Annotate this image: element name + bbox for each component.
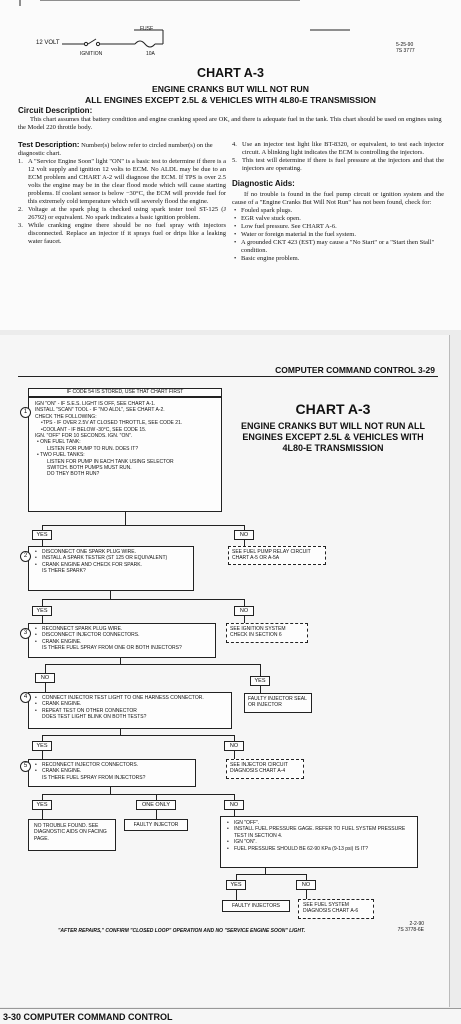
connector [42, 794, 234, 795]
flowchart-page [0, 335, 450, 1007]
pressure-line: • IGN "ON". [234, 839, 414, 845]
step4-yes-result: FAULTY INJECTOR SEAL OR INJECTOR [244, 693, 312, 713]
step3-question: IS THERE FUEL SPRAY FROM ONE OR BOTH INJECTORS? [42, 645, 182, 652]
connector [42, 616, 43, 623]
step3-line: • RECONNECT SPARK PLUG WIRE. [42, 626, 213, 632]
step1-line: IGN "ON" - IF S.E.S. LIGHT IS OFF, SEE CHART A-1. [35, 401, 156, 407]
step2-yes-label: YES [32, 606, 52, 616]
connector [260, 686, 261, 693]
connector [306, 890, 307, 899]
step2-line: • CRANK ENGINE AND CHECK FOR SPARK. [42, 562, 191, 568]
step1-line: •TPS - IF OVER 2.5V AT CLOSED THROTTLE, SEE CODE 21. [41, 420, 183, 427]
step5-one-label: ONE ONLY [136, 800, 176, 810]
pressure-line: • IGN "OFF". [234, 820, 414, 826]
aid-item: • Water or foreign material in the fuel system. [241, 231, 444, 239]
step1-box [28, 397, 222, 512]
step5-line: • RECONNECT INJECTOR CONNECTORS. [42, 762, 193, 768]
test-num: 2. [18, 206, 23, 213]
step1-line: LISTEN FOR PUMP TO RUN. DOES IT? [47, 445, 139, 452]
test-item-2 [18, 206, 226, 222]
aid-item: • Basic engine problem. [241, 255, 444, 263]
aids-heading: Diagnostic Aids: [232, 179, 295, 188]
test-item-5 [232, 157, 444, 173]
connector [234, 751, 235, 759]
wiring-diagram [0, 0, 461, 62]
step3-yes-label: YES [250, 676, 270, 686]
connector [42, 735, 234, 736]
step4-yes-label: YES [32, 741, 52, 751]
flow-title-block [230, 401, 436, 454]
aid-item: • Low fuel pressure. See CHART A-6. [241, 223, 444, 231]
flow-chart-title: CHART A-3 [295, 401, 371, 417]
step4-no-label: NO [224, 741, 244, 751]
step1-line: LISTEN FOR PUMP IN EACH TANK USING SELECTOR [47, 458, 174, 465]
connector [45, 664, 260, 665]
step3-no-label: NO [35, 673, 55, 683]
step1-no-result: SEE FUEL PUMP RELAY CIRCUIT CHART A-5 OR A-5A [228, 546, 326, 565]
step5-no-label: NO [224, 800, 244, 810]
step1-yes-label: YES [32, 530, 52, 540]
connector [110, 787, 111, 794]
test-num: 3. [18, 222, 23, 229]
aid-item: • EGR valve stuck open. [241, 215, 444, 223]
test-item-1 [18, 158, 226, 206]
bottom-header: 3-30 COMPUTER COMMAND CONTROL [3, 1012, 173, 1022]
top-subtitle-2: ALL ENGINES EXCEPT 2.5L & VEHICLES WITH 4L80-E TRANSMISSION [85, 95, 376, 105]
test-num: 5. [232, 157, 237, 164]
code54-box [28, 388, 222, 397]
step5-box [28, 759, 196, 787]
step4-box [28, 692, 232, 729]
wiring-label-12v: 12 VOLT [36, 40, 60, 46]
step1-no-label: NO [234, 530, 254, 540]
step1-line: DO THEY BOTH RUN? [47, 471, 100, 478]
aids-list [232, 207, 444, 263]
step2-line: • INSTALL A SPARK TESTER (ST 125 OR EQUIVALENT) [42, 555, 191, 561]
step4-line: • REPEAT TEST ON OTHER CONNECTOR [42, 708, 229, 714]
test-num: 1. [18, 158, 23, 165]
step4-number: 4 [20, 692, 31, 703]
step3-number: 3 [20, 628, 31, 639]
step1-line: SWITCH. BOTH PUMPS MUST RUN. [47, 465, 132, 472]
step4-question: DOES TEST LIGHT BLINK ON BOTH TESTS? [42, 714, 147, 721]
step5-yes-label: YES [32, 800, 52, 810]
circuit-heading: Circuit Description: [18, 106, 93, 115]
step2-line: • DISCONNECT ONE SPARK PLUG WIRE. [42, 549, 191, 555]
step5-number: 5 [20, 761, 31, 772]
top-stamp-code: 7S 3777 [396, 48, 415, 55]
wiring-label-ignition: IGNITION [80, 51, 103, 57]
step3-line: • DISCONNECT INJECTOR CONNECTORS. [42, 632, 213, 638]
step1-line: INSTALL "SCAN" TOOL - IF "NO ALDL", SEE CHART A-2. [35, 407, 165, 414]
step2-question: IS THERE SPARK? [42, 568, 86, 575]
flow-chart-subtitle: ENGINE CRANKS BUT WILL NOT RUN ALL ENGINES EXCEPT 2.5L & VEHICLES WITH 4L80-E TRANSMISSION [241, 421, 425, 453]
wiring-label-fuse: FUSE [140, 26, 154, 32]
aid-item: • Fouled spark plugs. [241, 207, 444, 215]
step2-number: 2 [20, 551, 31, 562]
pressure-line: • INSTALL FUEL PRESSURE GAGE. REFER TO FUEL SYSTEM PRESSURE TEST IN SECTION 4. [234, 826, 414, 839]
top-stamp [396, 42, 415, 55]
connector [156, 810, 157, 819]
top-chart-title: CHART A-3 [197, 66, 264, 80]
aids-intro: If no trouble is found in the fuel pump circuit or ignition system and the cause of a "Engine Cranks But Will Not Run" has not been found, check for: [232, 191, 444, 206]
bottom-page [0, 1008, 461, 1024]
end-no-trouble: NO TROUBLE FOUND. SEE DIAGNOSTIC AIDS ON FACING PAGE. [28, 819, 116, 851]
flow-header: COMPUTER COMMAND CONTROL 3-29 [275, 365, 435, 375]
step1-number: 1 [20, 407, 31, 418]
aid-item: • A grounded CKT 423 (EST) may cause a "No Start" or a "Start then Stall" condition. [241, 239, 444, 255]
top-stamp-date: 5-25-90 [396, 42, 414, 48]
step1-line: •COOLANT - IF BELOW -30°C, SEE CODE 15. [41, 426, 147, 433]
connector [42, 751, 43, 759]
step3-line: • CRANK ENGINE. [42, 639, 213, 645]
step3-box [28, 623, 216, 658]
connector [244, 616, 245, 623]
step4-line: • CRANK ENGINE. [42, 701, 229, 707]
final-no-result: SEE FUEL SYSTEM DIAGNOSIS CHART A-6 [298, 899, 374, 919]
step4-no-result: SEE INJECTOR CIRCUIT DIAGNOSIS CHART A-4 [226, 759, 304, 779]
step5-question: IS THERE FUEL SPRAY FROM INJECTORS? [42, 774, 146, 781]
test-text: Voltage at the spark plug is checked using spark tester tool ST-125 (J 26792) or equivalent. No spark indicates a basic ignition problem. [28, 206, 226, 221]
test-description-column [18, 141, 226, 246]
pressure-line: • FUEL PRESSURE SHOULD BE 62-90 KPa (9-13 psi) IS IT? [234, 846, 414, 852]
top-page [0, 0, 461, 330]
connector [110, 591, 111, 599]
step1-line: CHECK THE FOLLOWING: [35, 413, 97, 420]
connector [125, 512, 126, 525]
final-faulty-injectors: FAULTY INJECTORS [222, 900, 290, 912]
step2-no-label: NO [234, 606, 254, 616]
right-column [232, 141, 444, 263]
connector [244, 599, 245, 606]
step2-no-result: SEE IGNITION SYSTEM CHECK IN SECTION 6 [226, 623, 308, 643]
step5-line: • CRANK ENGINE. [42, 768, 193, 774]
test-text: This test will determine if there is fuel pressure at the injectors and that the injectors are operating. [242, 157, 444, 172]
step4-line: • CONNECT INJECTOR TEST LIGHT TO ONE HARNESS CONNECTOR. [42, 695, 229, 701]
test-text: A "Service Engine Soon" light "ON" is a basic test to determine if there is a 12 volt supply and ignition 12 volts to ECM. No ALDL may be due to an ECM problem and CHART A-2 will diagnose the ECM. If TPS is over 2.5 volts the engine may be in the clear flood mode which will cause starting problems. If coolant sensor is below −30°C, the ECM will provide fuel for this extremely cold temperature which will severely flood the engine. [28, 158, 226, 205]
final-yes-label: YES [226, 880, 246, 890]
circuit-text: This chart assumes that battery condition and engine cranking speed are OK, and there is adequate fuel in the tank. This chart should be used on engines using the Model 220 throttle body. [18, 116, 442, 131]
connector [45, 683, 46, 692]
wiring-label-fuse-amp: 10A [146, 51, 155, 57]
header-rule [18, 376, 438, 377]
bottom-page-edge [0, 1008, 461, 1009]
flow-stamp [384, 921, 424, 934]
code54-text: IF CODE 54 IS STORED, USE THAT CHART FIRST [66, 389, 184, 395]
connector [236, 874, 306, 875]
connector [42, 525, 244, 526]
connector [42, 599, 244, 600]
test-num: 4. [232, 141, 237, 148]
test-item-3 [18, 222, 226, 246]
step1-line: • TWO FUEL TANKS: [37, 452, 85, 459]
end-faulty-injector: FAULTY INJECTOR [124, 819, 188, 831]
step1-line: • ONE FUEL TANK: [37, 439, 81, 446]
test-text: Use an injector test light like BT-8320, or equivalent, to test each injector circuit. A blinking light indicates the ECM is controlling the injectors. [242, 141, 444, 156]
step2-box [28, 546, 194, 591]
connector [45, 664, 46, 673]
connector [236, 890, 237, 900]
step1-line: IGN. "OFF" FOR 10 SECONDS. IGN. "ON". [35, 433, 133, 440]
test-intro: Number(s) below refer to circled number(s) on the diagnostic chart. [18, 142, 213, 157]
after-repairs-note: "AFTER REPAIRS," CONFIRM "CLOSED LOOP" OPERATION AND NO "SERVICE ENGINE SOON" LIGHT. [58, 928, 306, 934]
connector [42, 599, 43, 606]
flow-stamp-code: 7S 3778-6E [397, 927, 424, 934]
end-pressure-box [220, 816, 418, 868]
connector [260, 664, 261, 676]
test-item-4 [232, 141, 444, 157]
test-text: While cranking engine there should be no fuel spray with injectors disconnected. Replace an injector if it sprays fuel or drips like a leaking water faucet. [28, 222, 226, 245]
flow-stamp-date: 2-2-90 [409, 921, 424, 927]
test-heading: Test Description: [18, 140, 80, 149]
top-subtitle-1: ENGINE CRANKS BUT WILL NOT RUN [152, 84, 309, 94]
connector [42, 810, 43, 819]
final-no-label: NO [296, 880, 316, 890]
